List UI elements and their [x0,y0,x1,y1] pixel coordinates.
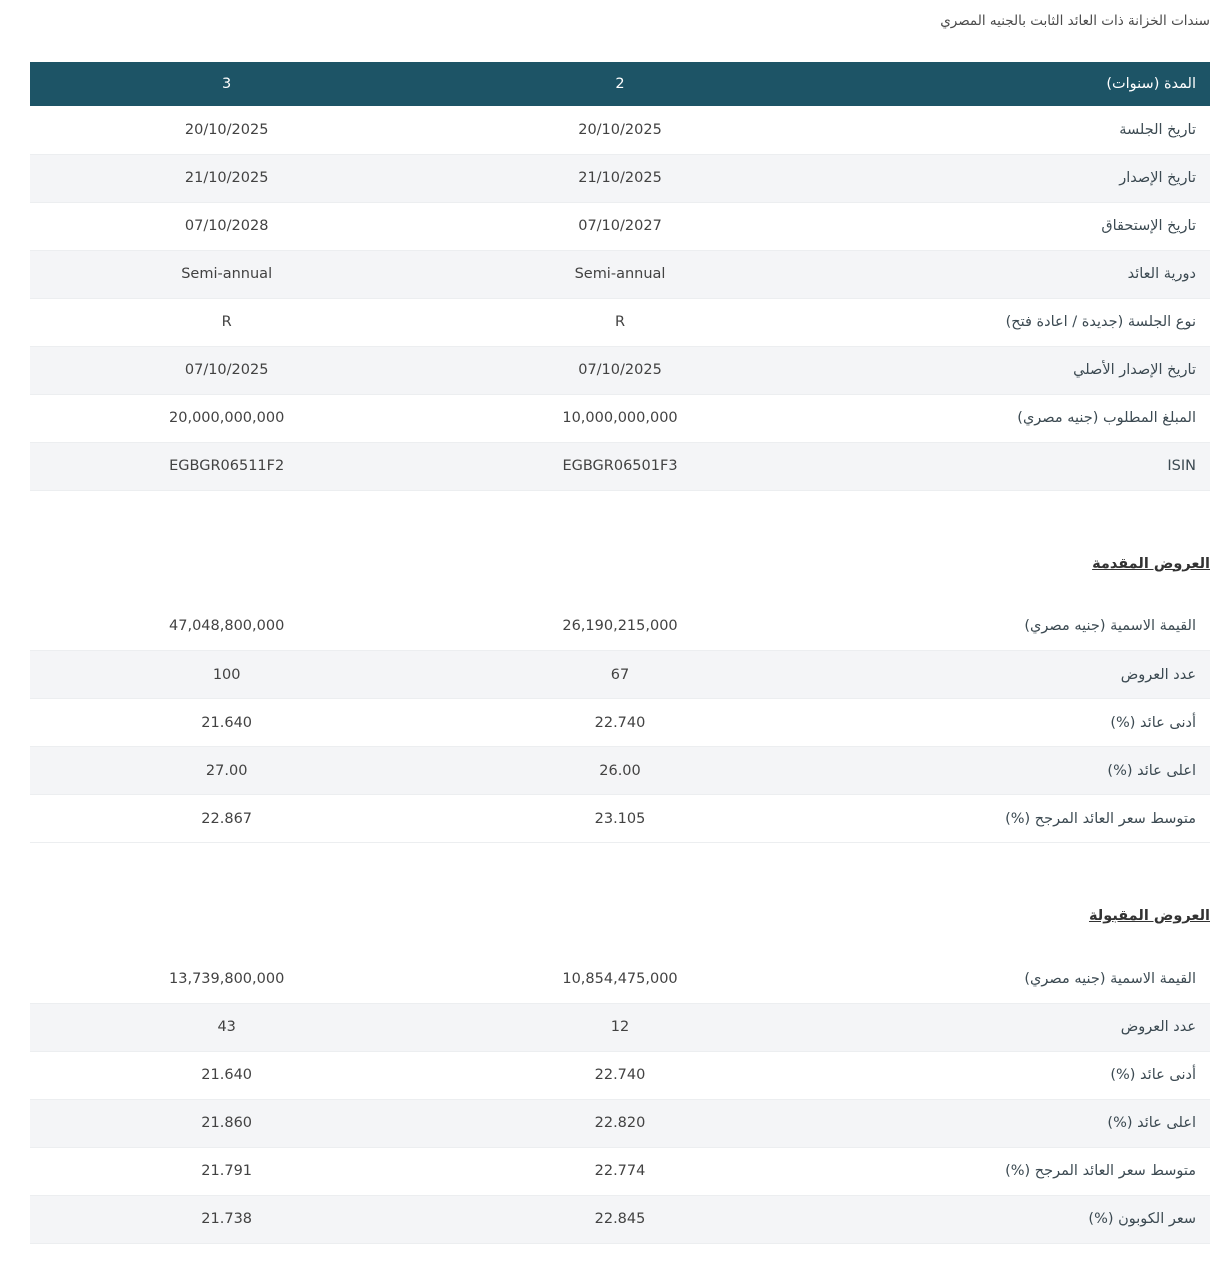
accepted-offers-heading: العروض المقبولة [1088,908,1210,924]
value-term-2y: 20/10/2025 [423,106,816,154]
row-offers-count [30,1003,1210,1051]
value-term-2y: 12 [423,1003,816,1051]
value-term-3y: R [30,298,423,346]
row-label: ISIN [817,442,1210,490]
value-term-3y: 07/10/2028 [30,202,423,250]
value-term-2y: Semi-annual [423,250,816,298]
value-term-3y: 100 [30,651,423,699]
row-label: عدد العروض [817,651,1210,699]
bond-terms-table [30,62,1210,491]
bond-terms-header-row [30,62,1210,106]
header-term-3y: 3 [30,62,423,106]
row-coupon-rate [30,1195,1210,1243]
row-label: تاريخ الإصدار الأصلي [817,346,1210,394]
value-term-3y: 27.00 [30,747,423,795]
value-term-2y: 22.774 [423,1147,816,1195]
value-term-3y: 22.867 [30,795,423,843]
value-term-3y: 47,048,800,000 [30,603,423,651]
row-weighted-avg-yield [30,1147,1210,1195]
value-term-2y: 21/10/2025 [423,154,816,202]
row-required-amount [30,394,1210,442]
value-term-2y: 22.740 [423,1051,816,1099]
value-term-2y: 22.820 [423,1099,816,1147]
row-label: عدد العروض [817,1003,1210,1051]
submitted-offers-table [30,603,1210,844]
row-maturity-date [30,202,1210,250]
row-weighted-avg-yield [30,795,1210,843]
value-term-3y: 13,739,800,000 [30,955,423,1003]
row-label: اعلى عائد (%) [817,1099,1210,1147]
value-term-3y: Semi-annual [30,250,423,298]
value-term-2y: 67 [423,651,816,699]
row-label: اعلى عائد (%) [817,747,1210,795]
row-label: أدنى عائد (%) [817,699,1210,747]
row-original-issue-date [30,346,1210,394]
value-term-3y: EGBGR06511F2 [30,442,423,490]
value-term-3y: 21.738 [30,1195,423,1243]
row-min-yield [30,1051,1210,1099]
header-term-2y: 2 [423,62,816,106]
submitted-offers-heading: العروض المقدمة [1092,555,1210,572]
row-issue-date [30,154,1210,202]
value-term-2y: 10,854,475,000 [423,955,816,1003]
header-duration-label: المدة (سنوات) [817,62,1210,106]
value-term-3y: 21.640 [30,1051,423,1099]
row-label: المبلغ المطلوب (جنيه مصري) [817,394,1210,442]
value-term-2y: 07/10/2027 [423,202,816,250]
row-label: القيمة الاسمية (جنيه مصري) [817,955,1210,1003]
row-label: تاريخ الإستحقاق [817,202,1210,250]
row-max-yield [30,1099,1210,1147]
value-term-2y: 22.845 [423,1195,816,1243]
value-term-3y: 20/10/2025 [30,106,423,154]
value-term-2y: 07/10/2025 [423,346,816,394]
row-session-type [30,298,1210,346]
row-nominal-value [30,603,1210,651]
row-offers-count [30,651,1210,699]
row-label: متوسط سعر العائد المرجح (%) [817,795,1210,843]
value-term-3y: 21.860 [30,1099,423,1147]
row-label: دورية العائد [817,250,1210,298]
row-max-yield [30,747,1210,795]
value-term-2y: 26.00 [423,747,816,795]
row-label: القيمة الاسمية (جنيه مصري) [817,603,1210,651]
row-label: تاريخ الجلسة [817,106,1210,154]
row-yield-periodicity [30,250,1210,298]
value-term-2y: 22.740 [423,699,816,747]
row-label: نوع الجلسة (جديدة / اعادة فتح) [817,298,1210,346]
value-term-3y: 43 [30,1003,423,1051]
value-term-3y: 07/10/2025 [30,346,423,394]
value-term-2y: 23.105 [423,795,816,843]
row-isin [30,442,1210,490]
value-term-3y: 20,000,000,000 [30,394,423,442]
value-term-2y: 10,000,000,000 [423,394,816,442]
row-session-date [30,106,1210,154]
value-term-2y: R [423,298,816,346]
row-label: تاريخ الإصدار [817,154,1210,202]
row-label: متوسط سعر العائد المرجح (%) [817,1147,1210,1195]
row-min-yield [30,699,1210,747]
value-term-2y: EGBGR06501F3 [423,442,816,490]
value-term-3y: 21.640 [30,699,423,747]
row-nominal-value [30,955,1210,1003]
value-term-3y: 21/10/2025 [30,154,423,202]
row-label: سعر الكوبون (%) [817,1195,1210,1243]
value-term-2y: 26,190,215,000 [423,603,816,651]
page-title: سندات الخزانة ذات العائد الثابت بالجنيه المصري [940,13,1210,29]
row-label: أدنى عائد (%) [817,1051,1210,1099]
accepted-offers-table [30,955,1210,1244]
value-term-3y: 21.791 [30,1147,423,1195]
